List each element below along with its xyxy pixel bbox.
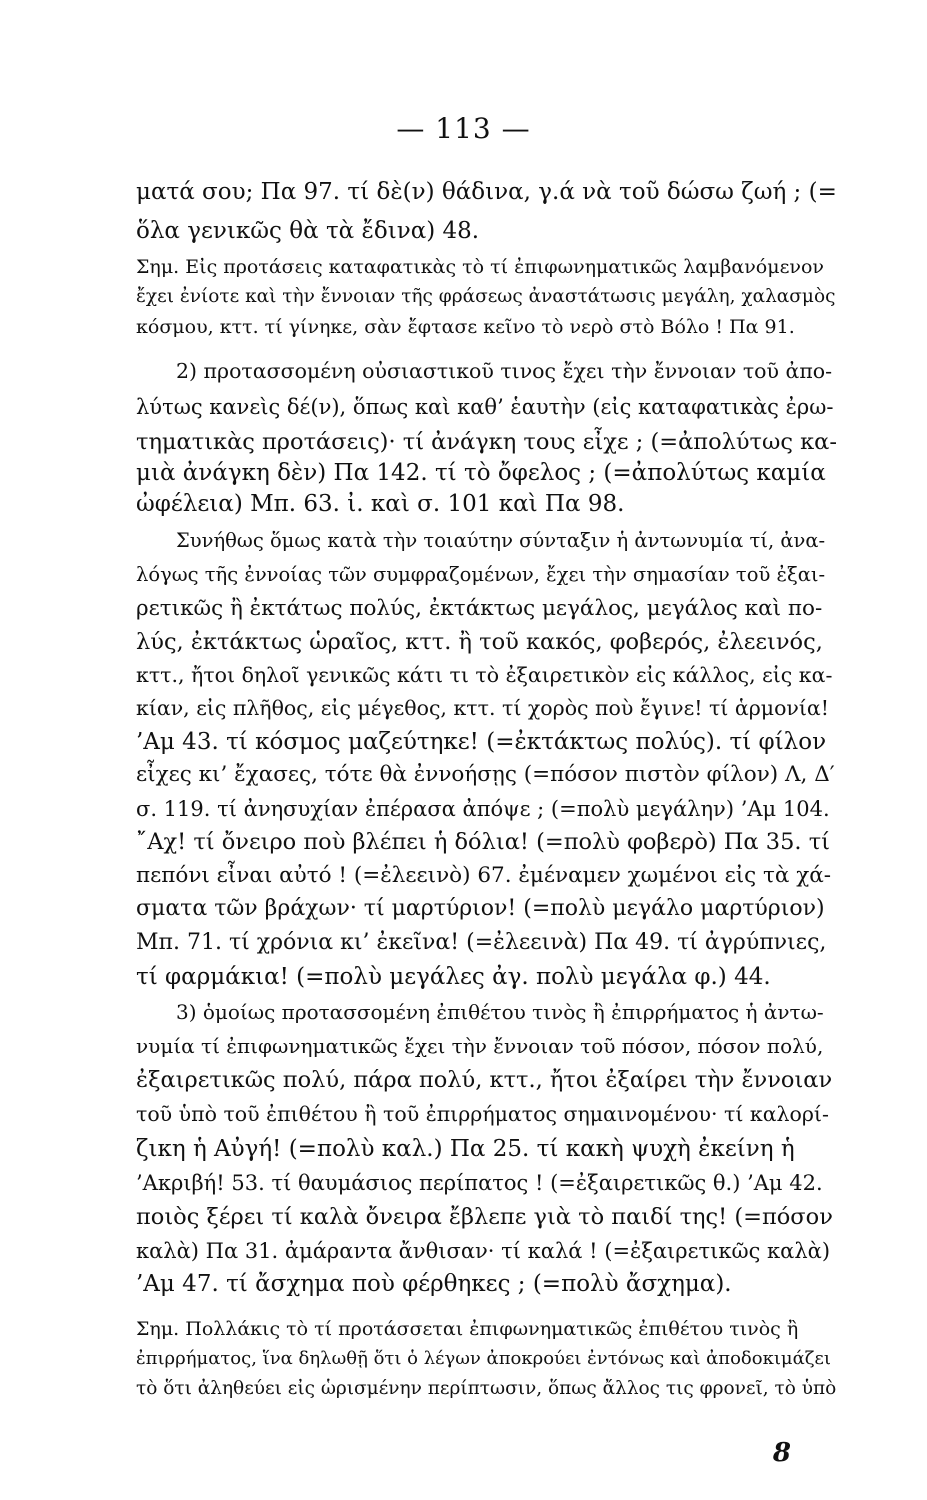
text-line: εἶχες κι’ ἔχασες, τότε θὰ ἐννοήσῃς (=πόσον πιστὸν φίλον) Λ, Δ′ xyxy=(136,762,835,787)
text-line: ῎Αχ! τί ὄνειρο ποὺ βλέπει ἡ δόλια! (=πολὺ φοβερὸ) Πα 35. τί xyxy=(136,829,830,855)
text-line: Συνήθως ὅμως κατὰ τὴν τοιαύτην σύνταξιν ἡ ἀντωνυμία τί, ἀνα- xyxy=(176,529,826,552)
text-line: κίαν, εἰς πλῆθος, εἰς μέγεθος, κττ. τί χορὸς ποὺ ἔγινε! τί ἁρμονία! xyxy=(136,696,829,720)
text-line: Μπ. 71. τί χρόνια κι’ ἐκεῖνα! (=ἐλεεινὰ) Πα 49. τί ἀγρύπνιες, xyxy=(136,930,827,955)
text-line: σ. 119. τί ἀνησυχίαν ἐπέρασα ἀπόψε ; (=πολὺ μεγάλην) ’Αμ 104. xyxy=(136,797,830,821)
text-line: ζικη ἡ Αὐγή! (=πολὺ καλ.) Πα 25. τί κακὴ ψυχὴ ἐκείνη ἡ xyxy=(136,1136,795,1162)
signature-mark: 8 xyxy=(772,1438,791,1468)
text-line: ὅλα γενικῶς θὰ τὰ ἔδινα) 48. xyxy=(136,218,480,244)
text-line: ’Αμ 43. τί κόσμος μαζεύτηκε! (=ἐκτάκτως πολύς). τί φίλον xyxy=(136,729,827,755)
text-line: ἐξαιρετικῶς πολύ, πάρα πολύ, κττ., ἤτοι ἐξαίρει τὴν ἔννοιαν xyxy=(136,1067,833,1093)
text-line: νυμία τί ἐπιφωνηματικῶς ἔχει τὴν ἔννοιαν τοῦ πόσον, πόσον πολύ, xyxy=(136,1034,824,1058)
text-line: καλὰ) Πα 31. ἀμάραντα ἄνθισαν· τί καλά ! (=ἐξαιρετικῶς καλὰ) xyxy=(136,1239,831,1263)
text-line: λόγως τῆς ἐννοίας τῶν συμφραζομένων, ἔχει τὴν σημασίαν τοῦ ἐξαι- xyxy=(136,563,826,586)
text-line: λύτως κανεὶς δέ(ν), ὅπως καὶ καθ’ ἑαυτὴν (εἰς καταφατικὰς ἐρω- xyxy=(136,395,834,419)
text-line: ποιὸς ξέρει τί καλὰ ὄνειρα ἔβλεπε γιὰ τὸ παιδί της! (=πόσον xyxy=(136,1204,833,1230)
note-line: Σημ. Πολλάκις τὸ τί προτάσσεται ἐπιφωνηματικῶς ἐπιθέτου τινὸς ἢ xyxy=(136,1318,799,1340)
note-line: κόσμου, κττ. τί γίνηκε, σὰν ἔφτασε κεῖνο τὸ νερὸ στὸ Βόλο ! Πα 91. xyxy=(136,316,795,338)
text-line: τί φαρμάκια! (=πολὺ μεγάλες ἀγ. πολὺ μεγάλα φ.) 44. xyxy=(136,964,771,990)
text-line: τηματικὰς προτάσεις)· τί ἀνάγκη τους εἶχε ; (=ἀπολύτως κα- xyxy=(136,429,837,455)
text-line: κττ., ἤτοι δηλοῖ γενικῶς κάτι τι τὸ ἐξαιρετικὸν εἰς κάλλος, εἰς κα- xyxy=(136,663,833,687)
text-line: ὠφέλεια) Μπ. 63. ἰ. καὶ σ. 101 καὶ Πα 98. xyxy=(136,491,625,517)
text-line: ματά σου; Πα 97. τί δὲ(ν) θάδινα, γ.ά νὰ τοῦ δώσω ζωή ; (= xyxy=(136,179,837,205)
text-line: τοῦ ὑπὸ τοῦ ἐπιθέτου ἢ τοῦ ἐπιρρήματος σημαινομένου· τί καλορί- xyxy=(136,1102,829,1126)
text-line: ρετικῶς ἢ ἐκτάτως πολύς, ἐκτάκτως μεγάλος, μεγάλος καὶ πο- xyxy=(136,596,823,621)
text-line: ’Αμ 47. τί ἄσχημα ποὺ φέρθηκες ; (=πολὺ ἄσχημα). xyxy=(136,1271,732,1297)
text-line: μιὰ ἀνάγκη δὲν) Πα 142. τί τὸ ὄφελος ; (=ἀπολύτως καμία xyxy=(136,460,826,486)
text-line: πεπόνι εἶναι αὐτό ! (=ἐλεεινὸ) 67. ἐμέναμεν χωμένοι εἰς τὰ χά- xyxy=(136,863,832,888)
note-line: Σημ. Εἰς προτάσεις καταφατικὰς τὸ τί ἐπιφωνηματικῶς λαμβανόμενον xyxy=(136,256,824,278)
text-line: λύς, ἐκτάκτως ὡραῖος, κττ. ἢ τοῦ κακός, φοβερός, ἐλεεινός, xyxy=(136,629,823,655)
text-line: ’Ακριβή! 53. τί θαυμάσιος περίπατος ! (=ἐξαιρετικῶς θ.) ’Αμ 42. xyxy=(136,1171,823,1195)
page-number: — 113 — xyxy=(396,112,531,145)
text-line: 2) προτασσομένη οὐσιαστικοῦ τινος ἔχει τὴν ἔννοιαν τοῦ ἀπο- xyxy=(176,359,833,383)
text-line: σματα τῶν βράχων· τί μαρτύριον! (=πολὺ μεγάλο μαρτύριον) xyxy=(136,896,825,921)
text-line: 3) ὁμοίως προτασσομένη ἐπιθέτου τινὸς ἢ ἐπιρρήματος ἡ ἀντω- xyxy=(176,1000,824,1024)
note-line: ἔχει ἐνίοτε καὶ τὴν ἔννοιαν τῆς φράσεως ἀναστάτωσις μεγάλη, χαλασμὸς xyxy=(136,286,836,307)
note-line: τὸ ὅτι ἀληθεύει εἰς ὡρισμένην περίπτωσιν, ὅπως ἄλλος τις φρονεῖ, τὸ ὑπὸ xyxy=(136,1378,837,1399)
note-line: ἐπιρρήματος, ἵνα δηλωθῇ ὅτι ὁ λέγων ἀποκρούει ἐντόνως καὶ ἀποδοκιμάζει xyxy=(136,1348,831,1369)
